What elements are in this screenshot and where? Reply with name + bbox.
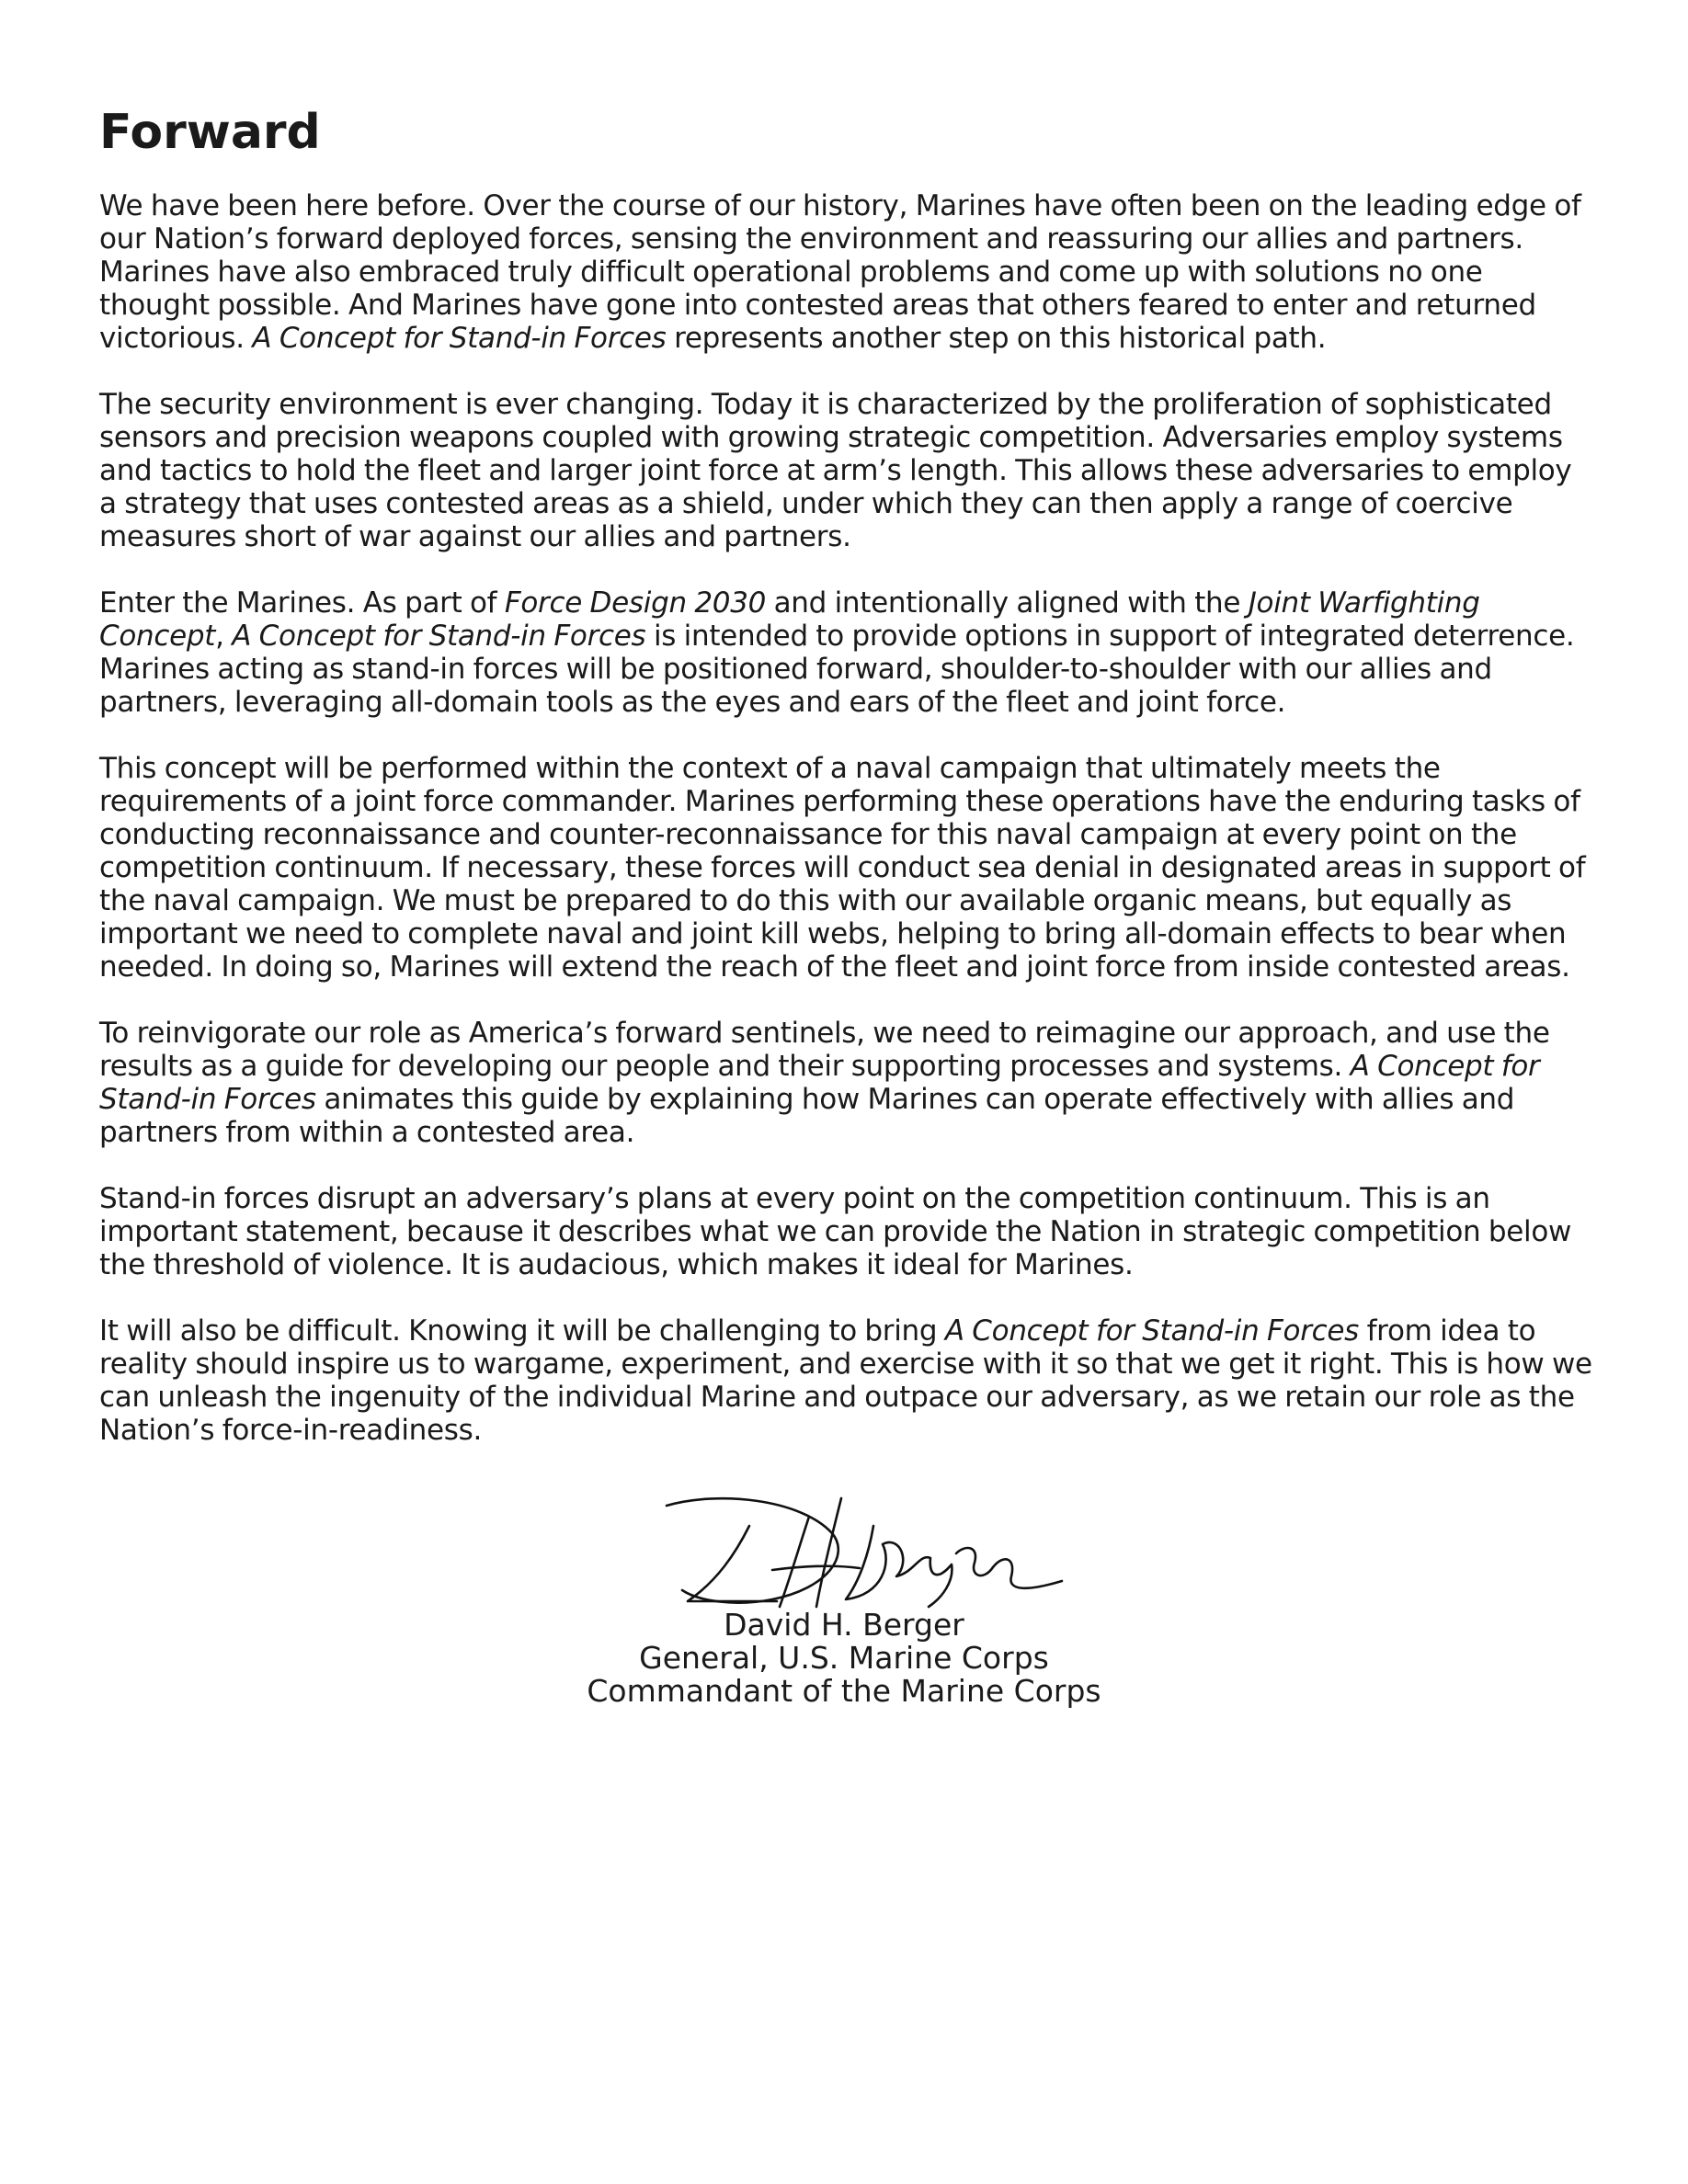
italic-title-text: A Concept for Stand-in Forces bbox=[232, 620, 646, 653]
italic-title-text: Force Design 2030 bbox=[504, 586, 767, 620]
paragraph bbox=[99, 1314, 1593, 1447]
paragraph-text: from idea to reality should inspire us to wargame, experiment, and exercise with it so that we get it right. This is how we can unleash the ingenuity of the individual Marine and outpace our adversary, as we retain our role as the Nation’s force-in-readiness. bbox=[99, 1314, 1592, 1447]
paragraph-text: The security environment is ever changing. Today it is characterized by the proliferation of sophisticated sensors and precision weapons coupled with growing strategic competition. Adversaries employ systems and tactics to hold the fleet and larger joint force at arm’s length. This allows these adversaries to employ a strategy that uses contested areas as a shield, under which they can then apply a range of coercive measures short of war against our allies and partners. bbox=[99, 388, 1572, 553]
signatory-name: David H. Berger bbox=[724, 1607, 964, 1643]
paragraph bbox=[99, 752, 1593, 984]
paragraph-text: Enter the Marines. As part of bbox=[99, 586, 505, 620]
paragraph bbox=[99, 189, 1593, 355]
paragraph bbox=[99, 586, 1593, 719]
italic-title-text: Joint Warfighting Concept bbox=[99, 586, 1480, 653]
paragraph-text: Stand-in forces disrupt an adversary’s plans at every point on the competition continuum. This is an important statement, because it describes what we can provide the Nation in strategic competition below the threshold of violence. It is audacious, which makes it ideal for Marines. bbox=[99, 1182, 1572, 1281]
signature-block bbox=[0, 1489, 1688, 1728]
signatory-rank: General, U.S. Marine Corps bbox=[639, 1640, 1049, 1676]
paragraph-text: It will also be difficult. Knowing it will be challenging to bring bbox=[99, 1314, 945, 1348]
document-page bbox=[99, 99, 1593, 1480]
paragraph-text: This concept will be performed within the context of a naval campaign that ultimately meets the requirements of a joint force commander. Marines performing these operations have the enduring tasks of conducting reconnaissance and counter-reconnaissance for this naval campaign at every point on the competition continuum. If necessary, these forces will conduct sea denial in designated areas in support of the naval campaign. We must be prepared to do this with our available organic means, but equally as important we need to complete naval and joint kill webs, helping to bring all-domain effects to bear when needed. In doing so, Marines will extend the reach of the fleet and joint force from inside contested areas. bbox=[99, 752, 1586, 984]
paragraph-text: represents another step on this historical path. bbox=[666, 322, 1327, 355]
paragraph-text: animates this guide by explaining how Marines can operate effectively with allies and partners from within a contested area. bbox=[99, 1083, 1515, 1149]
italic-title-text: A Concept for Stand-in Forces bbox=[252, 322, 667, 355]
paragraph-text: We have been here before. Over the course of our history, Marines have often been on the leading edge of our Nation’s forward deployed forces, sensing the environment and reassuring our allies and partners. Marines have also embraced truly difficult operational problems and come up with solutions no one thought possible. And Marines have gone into contested areas that others feared to enter and returned victorious. bbox=[99, 189, 1581, 355]
paragraph-text: To reinvigorate our role as America’s forward sentinels, we need to reimagine our approach, and use the results as a guide for developing our people and their supporting processes and systems. bbox=[99, 1017, 1550, 1083]
signatory-position: Commandant of the Marine Corps bbox=[587, 1673, 1101, 1709]
italic-title-text: A Concept for Stand-in Forces bbox=[99, 1050, 1540, 1116]
paragraph bbox=[99, 1017, 1593, 1149]
page-title: Forward bbox=[99, 105, 321, 160]
paragraph-text: , bbox=[215, 620, 233, 653]
paragraph-text: is intended to provide options in support of integrated deterrence. Marines acting as stand-in forces will be positioned forward, shoulder-to-shoulder with our allies and partners, leveraging all-domain tools as the eyes and ears of the fleet and joint force. bbox=[99, 620, 1575, 719]
paragraph bbox=[99, 1182, 1593, 1281]
handwritten-signature-icon bbox=[662, 1489, 1066, 1618]
body-text bbox=[99, 189, 1593, 1447]
italic-title-text: A Concept for Stand-in Forces bbox=[944, 1314, 1360, 1348]
paragraph-text: and intentionally aligned with the bbox=[766, 586, 1249, 620]
paragraph bbox=[99, 388, 1593, 553]
